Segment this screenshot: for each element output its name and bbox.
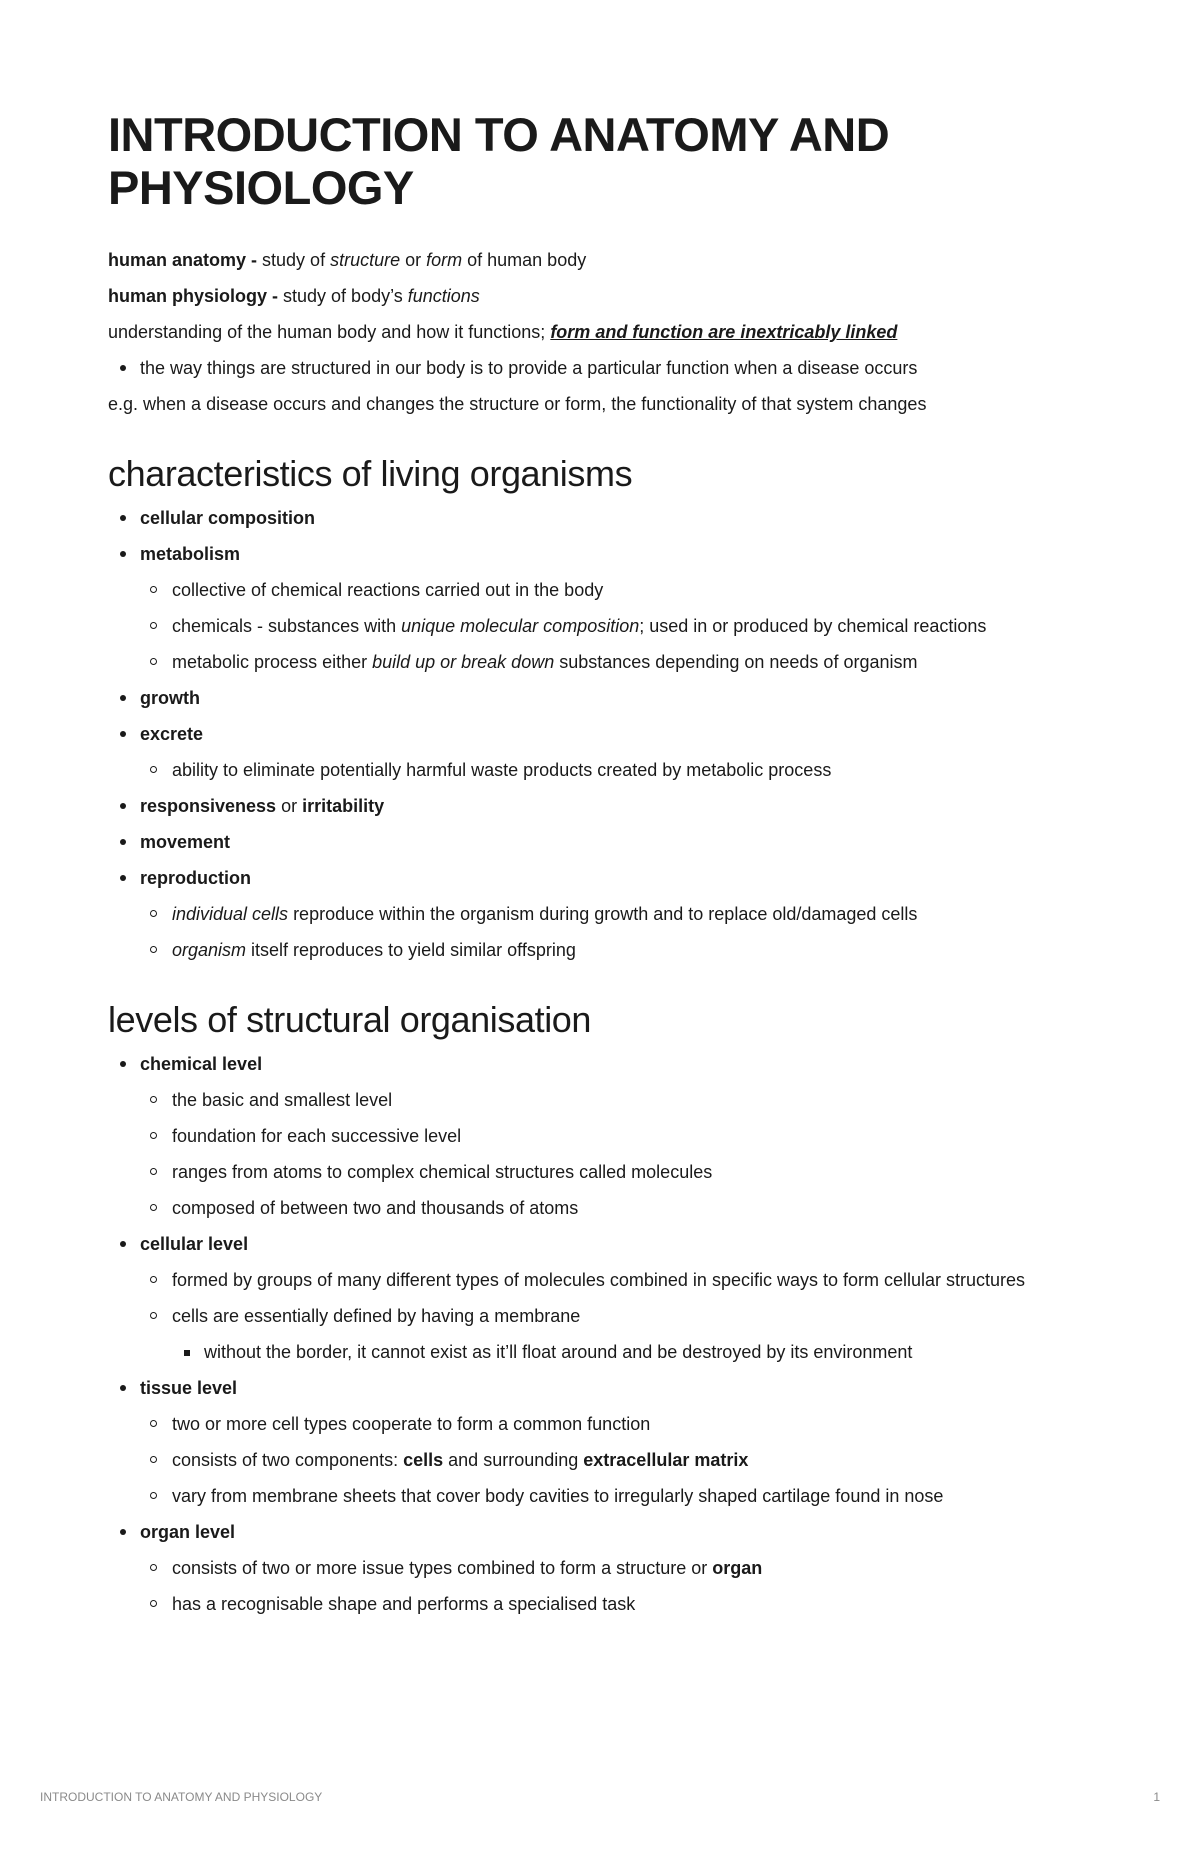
text-run: and surrounding [443, 1450, 584, 1470]
list-item [108, 826, 1068, 862]
list-item [140, 1120, 1068, 1156]
list-item-text: the basic and smallest level [172, 1090, 393, 1110]
sublist [140, 898, 1068, 970]
list-item-text: movement [140, 832, 231, 852]
list-item-text: ranges from atoms to complex chemical structures called molecules [172, 1162, 713, 1182]
text-run: individual cells [172, 904, 289, 924]
text-run: or [276, 796, 303, 816]
list-item-text: two or more cell types cooperate to form a common function [172, 1414, 651, 1434]
list-item [108, 352, 1068, 388]
characteristics-list [108, 502, 1068, 970]
list-item [108, 1228, 1068, 1372]
form-function-link: form and function are inextricably linked [550, 322, 898, 342]
list-item [140, 1192, 1068, 1228]
list-item-text: excrete [140, 724, 204, 744]
list-item-text [172, 610, 1068, 646]
intro-list [108, 352, 1068, 388]
text-run: unique molecular composition [401, 616, 640, 636]
list-item-text: reproduction [140, 868, 251, 888]
sublist [140, 1084, 1068, 1228]
list-item-text: collective of chemical reactions carried out in the body [172, 580, 604, 600]
sublist [172, 1336, 1068, 1372]
list-item-text [172, 934, 1068, 970]
list-item [108, 502, 1068, 538]
footer-title: INTRODUCTION TO ANATOMY AND PHYSIOLOGY [40, 1790, 323, 1804]
physiology-definition [108, 280, 1068, 316]
list-item-text [172, 646, 1068, 682]
list-item [140, 754, 1068, 790]
list-item-text: formed by groups of many different types of molecules combined in specific ways to form cellular structures [172, 1270, 1026, 1290]
text-run: cells [403, 1450, 444, 1470]
text-run: study of body’s [278, 286, 408, 306]
list-item [108, 682, 1068, 718]
list-item-text: the way things are structured in our body is to provide a particular function when a disease occurs [140, 358, 918, 378]
text-run: ; used in or produced by chemical reactions [639, 616, 987, 636]
list-item [140, 898, 1068, 934]
list-item [172, 1336, 1068, 1372]
list-item [140, 1588, 1068, 1624]
list-item [140, 1264, 1068, 1300]
text-run: substances depending on needs of organism [554, 652, 918, 672]
text-run: responsiveness [140, 796, 277, 816]
list-item-text: growth [140, 688, 200, 708]
sublist [140, 574, 1068, 682]
list-item-text: foundation for each successive level [172, 1126, 462, 1146]
list-item [108, 538, 1068, 682]
text-run: or [400, 250, 427, 270]
list-item-text: tissue level [140, 1378, 238, 1398]
page-footer [40, 1790, 1160, 1804]
list-item [108, 718, 1068, 790]
list-item-text: cellular composition [140, 508, 316, 528]
document-page [108, 108, 1068, 1624]
section-heading-characteristics: characteristics of living organisms [108, 453, 633, 494]
text-run: chemicals - substances with [172, 616, 402, 636]
list-item [108, 1516, 1068, 1624]
list-item [140, 1084, 1068, 1120]
text-run: study of [257, 250, 331, 270]
list-item [140, 1480, 1068, 1516]
example-paragraph: e.g. when a disease occurs and changes the structure or form, the functionality of that system changes [108, 394, 927, 414]
list-item [140, 1552, 1068, 1588]
page-title: INTRODUCTION TO ANATOMY AND PHYSIOLOGY [108, 108, 890, 214]
list-item-text: has a recognisable shape and performs a specialised task [172, 1594, 636, 1614]
sublist [140, 1552, 1068, 1624]
list-item [140, 1408, 1068, 1444]
list-item [140, 934, 1068, 970]
text-run: reproduce within the organism during growth and to replace old/damaged cells [288, 904, 918, 924]
list-item-text: composed of between two and thousands of atoms [172, 1198, 579, 1218]
list-item-text: without the border, it cannot exist as it’ll float around and be destroyed by its environment [204, 1342, 913, 1362]
list-item [108, 1048, 1068, 1228]
sublist [140, 1408, 1068, 1516]
list-item [140, 1156, 1068, 1192]
list-item-text: vary from membrane sheets that cover body cavities to irregularly shaped cartilage found in nose [172, 1486, 944, 1506]
list-item-text: chemical level [140, 1054, 263, 1074]
text-run: form [426, 250, 463, 270]
list-item-text: cellular level [140, 1234, 249, 1254]
sublist [140, 754, 1068, 790]
text-run: consists of two or more issue types combined to form a structure or [172, 1558, 713, 1578]
list-item [140, 574, 1068, 610]
anatomy-definition [108, 244, 1068, 280]
text-run: metabolic process either [172, 652, 373, 672]
list-item-text [172, 1444, 1068, 1480]
list-item [140, 1444, 1068, 1480]
text-run: of human body [462, 250, 587, 270]
text-run: organ [712, 1558, 763, 1578]
list-item [108, 790, 1068, 826]
text-run: structure [330, 250, 401, 270]
text-run: irritability [302, 796, 385, 816]
anatomy-term: human anatomy - [108, 250, 258, 270]
page-number: 1 [1153, 1790, 1160, 1804]
text-run: organism [172, 940, 247, 960]
text-run: build up or break down [372, 652, 555, 672]
list-item-text [172, 1552, 1068, 1588]
understanding-paragraph [108, 316, 1068, 352]
text-run: functions [407, 286, 480, 306]
text-run: understanding of the human body and how it functions; [108, 322, 551, 342]
sublist [140, 1264, 1068, 1372]
text-run: extracellular matrix [583, 1450, 749, 1470]
physiology-term: human physiology - [108, 286, 279, 306]
list-item [140, 646, 1068, 682]
text-run: itself reproduces to yield similar offspring [246, 940, 576, 960]
list-item [108, 862, 1068, 970]
list-item [140, 1300, 1068, 1372]
list-item-text: cells are essentially defined by having a membrane [172, 1306, 581, 1326]
text-run: consists of two components: [172, 1450, 404, 1470]
list-item-text: metabolism [140, 544, 241, 564]
list-item-text: ability to eliminate potentially harmful waste products created by metabolic process [172, 760, 832, 780]
list-item [140, 610, 1068, 646]
list-item-text [172, 898, 1068, 934]
list-item [108, 1372, 1068, 1516]
section-heading-levels: levels of structural organisation [108, 999, 592, 1040]
list-item-text [140, 790, 1068, 826]
levels-list [108, 1048, 1068, 1624]
list-item-text: organ level [140, 1522, 236, 1542]
